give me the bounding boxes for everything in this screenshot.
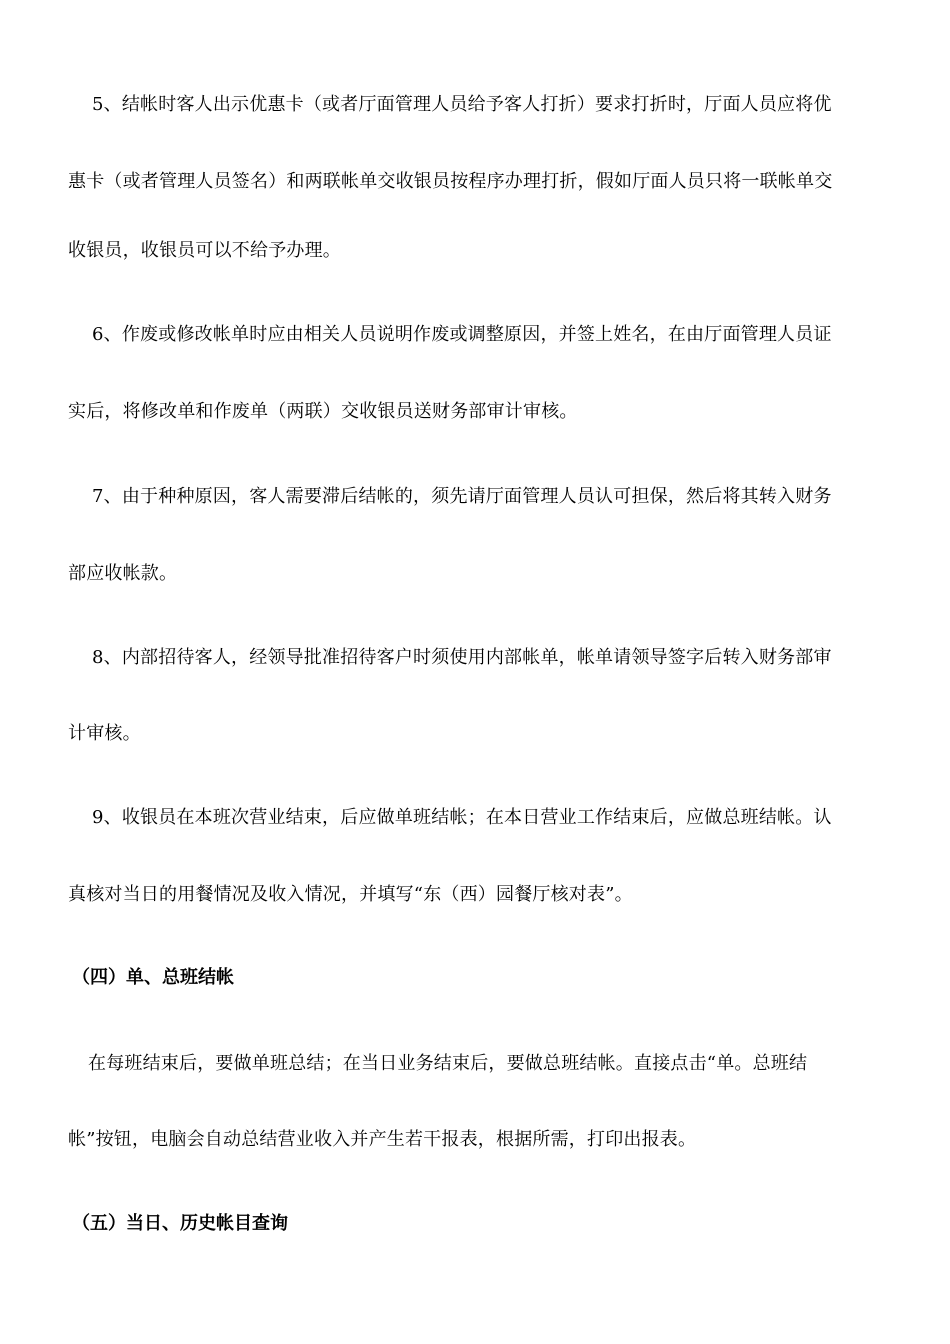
paragraph-5-line-3: 收银员，收银员可以不给予办理。 <box>68 240 341 261</box>
paragraph-8-line-2: 计审核。 <box>68 723 141 744</box>
paragraph-5-line-2: 惠卡（或者管理人员签名）和两联帐单交收银员按程序办理打折，假如厅面人员只将一联帐单交 <box>68 171 833 192</box>
paragraph-7-line-2: 部应收帐款。 <box>68 563 178 584</box>
paragraph-9-line-2: 真核对当日的用餐情况及收入情况，并填写“东（西）园餐厅核对表”。 <box>68 884 633 905</box>
paragraph-8-line-1: 8、内部招待客人，经领导批准招待客户时须使用内部帐单，帐单请领导签字后转入财务部审 <box>92 647 832 668</box>
paragraph-6-line-1: 6、作废或修改帐单时应由相关人员说明作废或调整原因，并签上姓名，在由厅面管理人员证 <box>92 324 832 345</box>
paragraph-7-line-1: 7、由于种种原因，客人需要滞后结帐的，须先请厅面管理人员认可担保，然后将其转入财务 <box>92 486 832 507</box>
section-4-heading: （四）单、总班结帐 <box>72 967 234 988</box>
paragraph-5-line-1: 5、结帐时客人出示优惠卡（或者厅面管理人员给予客人打折）要求打折时，厅面人员应将优 <box>92 94 832 115</box>
paragraph-6-line-2: 实后，将修改单和作废单（两联）交收银员送财务部审计审核。 <box>68 401 578 422</box>
paragraph-9-line-1: 9、收银员在本班次营业结束，后应做单班结帐；在本日营业工作结束后，应做总班结帐。认 <box>92 807 832 828</box>
section-4-line-2: 帐”按钮，电脑会自动总结营业收入并产生若干报表，根据所需，打印出报表。 <box>68 1129 697 1150</box>
section-5-heading: （五）当日、历史帐目查询 <box>72 1213 288 1234</box>
section-4-line-1: 在每班结束后，要做单班总结；在当日业务结束后，要做总班结帐。直接点击“单。总班结 <box>88 1053 808 1074</box>
